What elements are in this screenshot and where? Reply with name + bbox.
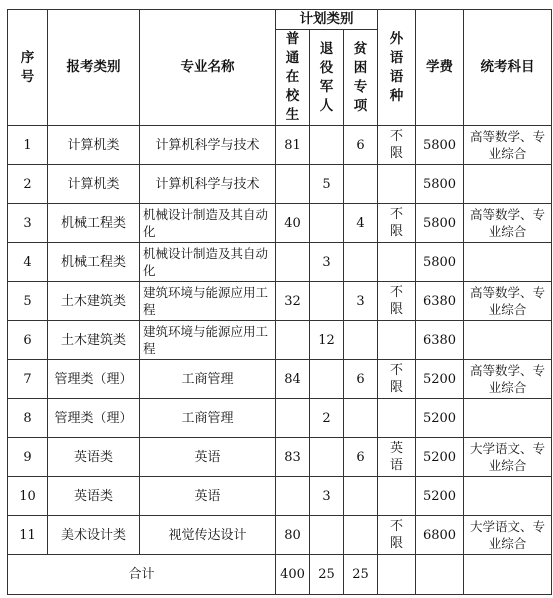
cell-exam — [464, 438, 552, 477]
cell-poor — [344, 399, 378, 438]
table-row — [8, 321, 552, 360]
cell-fee: 5800 — [416, 204, 464, 243]
cell-seq: 11 — [8, 516, 48, 555]
cell-veteran — [310, 516, 344, 555]
cell-seq: 8 — [8, 399, 48, 438]
cell-fee: 5200 — [416, 399, 464, 438]
total-label: 合计 — [8, 555, 276, 595]
cell-regular: 83 — [276, 438, 310, 477]
cell-category: 计算机类 — [48, 165, 140, 204]
cell-poor — [344, 477, 378, 516]
cell-exam — [464, 126, 552, 165]
cell-regular — [276, 321, 310, 360]
cell-regular — [276, 399, 310, 438]
cell-category: 管理类（理） — [48, 360, 140, 399]
header-category: 报考类别 — [48, 10, 140, 126]
cell-language — [378, 360, 416, 399]
cell-major: 计算机科学与技术 — [140, 165, 276, 204]
total-poor: 25 — [344, 555, 378, 595]
cell-veteran: 5 — [310, 165, 344, 204]
cell-veteran — [310, 204, 344, 243]
header-plan-veteran — [310, 30, 344, 126]
cell-category: 英语类 — [48, 477, 140, 516]
cell-exam — [464, 477, 552, 516]
table-row — [8, 243, 552, 282]
cell-exam-text: 大学语文、专业综合 — [469, 441, 545, 473]
cell-language-text: 不限 — [389, 129, 403, 161]
cell-major: 计算机科学与技术 — [140, 126, 276, 165]
cell-language — [378, 399, 416, 438]
cell-fee: 6380 — [416, 282, 464, 321]
cell-regular: 32 — [276, 282, 310, 321]
cell-language — [378, 126, 416, 165]
cell-language — [378, 477, 416, 516]
cell-exam — [464, 243, 552, 282]
header-language — [378, 10, 416, 126]
cell-regular: 81 — [276, 126, 310, 165]
cell-seq: 7 — [8, 360, 48, 399]
cell-exam — [464, 204, 552, 243]
cell-fee: 5200 — [416, 360, 464, 399]
table-row — [8, 516, 552, 555]
cell-language — [378, 165, 416, 204]
total-regular: 400 — [276, 555, 310, 595]
cell-seq: 5 — [8, 282, 48, 321]
cell-fee: 5200 — [416, 477, 464, 516]
cell-major: 工商管理 — [140, 399, 276, 438]
header-seq-text: 序号 — [20, 49, 35, 85]
cell-language-text: 不限 — [389, 207, 403, 239]
cell-language — [378, 516, 416, 555]
cell-exam — [464, 399, 552, 438]
cell-poor: 6 — [344, 360, 378, 399]
cell-language-text: 不限 — [389, 519, 403, 551]
cell-veteran — [310, 438, 344, 477]
header-major: 专业名称 — [140, 10, 276, 126]
header-plan-regular — [276, 30, 310, 126]
cell-veteran: 3 — [310, 243, 344, 282]
cell-exam — [464, 516, 552, 555]
cell-fee: 6800 — [416, 516, 464, 555]
header-fee: 学费 — [416, 10, 464, 126]
cell-language — [378, 243, 416, 282]
cell-fee: 6380 — [416, 321, 464, 360]
total-veteran: 25 — [310, 555, 344, 595]
cell-veteran: 3 — [310, 477, 344, 516]
table-row — [8, 282, 552, 321]
cell-veteran — [310, 126, 344, 165]
cell-seq: 6 — [8, 321, 48, 360]
header-plan-poor — [344, 30, 378, 126]
cell-regular — [276, 165, 310, 204]
cell-regular: 80 — [276, 516, 310, 555]
table-row — [8, 126, 552, 165]
cell-poor: 3 — [344, 282, 378, 321]
cell-language-text: 英语 — [389, 441, 403, 473]
total-fee-empty — [416, 555, 464, 595]
cell-language-text: 不限 — [389, 363, 403, 395]
cell-fee: 5800 — [416, 243, 464, 282]
cell-language — [378, 204, 416, 243]
table-body — [8, 126, 552, 555]
cell-language — [378, 282, 416, 321]
header-language-text: 外语语种 — [389, 30, 404, 104]
cell-category: 土木建筑类 — [48, 282, 140, 321]
cell-exam-text: 大学语文、专业综合 — [469, 519, 545, 551]
total-language-empty — [378, 555, 416, 595]
header-exam: 统考科目 — [464, 10, 552, 126]
cell-category: 机械工程类 — [48, 243, 140, 282]
admissions-plan-table — [7, 9, 552, 595]
cell-poor — [344, 321, 378, 360]
header-plan-poor-text: 贫困专项 — [353, 40, 368, 114]
cell-language-text: 不限 — [389, 285, 403, 317]
cell-veteran — [310, 360, 344, 399]
cell-veteran — [310, 282, 344, 321]
cell-poor: 4 — [344, 204, 378, 243]
cell-fee: 5200 — [416, 438, 464, 477]
cell-seq: 1 — [8, 126, 48, 165]
cell-major: 建筑环境与能源应用工程 — [140, 282, 276, 321]
table-row — [8, 204, 552, 243]
cell-seq: 2 — [8, 165, 48, 204]
cell-seq: 4 — [8, 243, 48, 282]
cell-category: 管理类（理） — [48, 399, 140, 438]
cell-language — [378, 321, 416, 360]
cell-veteran: 2 — [310, 399, 344, 438]
cell-seq: 3 — [8, 204, 48, 243]
cell-regular: 84 — [276, 360, 310, 399]
cell-major: 机械设计制造及其自动化 — [140, 243, 276, 282]
cell-veteran: 12 — [310, 321, 344, 360]
total-exam-empty — [464, 555, 552, 595]
cell-exam — [464, 321, 552, 360]
admissions-table-container — [7, 9, 552, 595]
cell-poor: 6 — [344, 438, 378, 477]
cell-fee: 5800 — [416, 165, 464, 204]
header-plan-regular-text: 普通在校生 — [285, 31, 300, 123]
cell-seq: 10 — [8, 477, 48, 516]
header-plan-veteran-text: 退役军人 — [319, 40, 334, 114]
cell-poor — [344, 243, 378, 282]
cell-exam-text: 高等数学、专业综合 — [469, 207, 545, 239]
table-row — [8, 438, 552, 477]
cell-major: 英语 — [140, 438, 276, 477]
cell-exam-text: 高等数学、专业综合 — [469, 285, 545, 317]
cell-category: 计算机类 — [48, 126, 140, 165]
cell-regular — [276, 477, 310, 516]
cell-exam-text: 高等数学、专业综合 — [469, 129, 545, 161]
cell-major: 英语 — [140, 477, 276, 516]
cell-regular: 40 — [276, 204, 310, 243]
cell-exam — [464, 165, 552, 204]
cell-category: 机械工程类 — [48, 204, 140, 243]
header-seq — [8, 10, 48, 126]
cell-exam — [464, 282, 552, 321]
total-row — [8, 555, 552, 595]
header-plan-group: 计划类别 — [276, 10, 378, 30]
cell-poor — [344, 516, 378, 555]
cell-category: 美术设计类 — [48, 516, 140, 555]
cell-major: 建筑环境与能源应用工程 — [140, 321, 276, 360]
table-row — [8, 477, 552, 516]
cell-major: 工商管理 — [140, 360, 276, 399]
cell-major: 视觉传达设计 — [140, 516, 276, 555]
table-row — [8, 360, 552, 399]
cell-language — [378, 438, 416, 477]
cell-category: 英语类 — [48, 438, 140, 477]
cell-seq: 9 — [8, 438, 48, 477]
table-row — [8, 399, 552, 438]
cell-poor — [344, 165, 378, 204]
cell-category: 土木建筑类 — [48, 321, 140, 360]
cell-fee: 5800 — [416, 126, 464, 165]
cell-regular — [276, 243, 310, 282]
cell-poor: 6 — [344, 126, 378, 165]
cell-exam — [464, 360, 552, 399]
cell-exam-text: 高等数学、专业综合 — [469, 363, 545, 395]
cell-major: 机械设计制造及其自动化 — [140, 204, 276, 243]
table-row — [8, 165, 552, 204]
